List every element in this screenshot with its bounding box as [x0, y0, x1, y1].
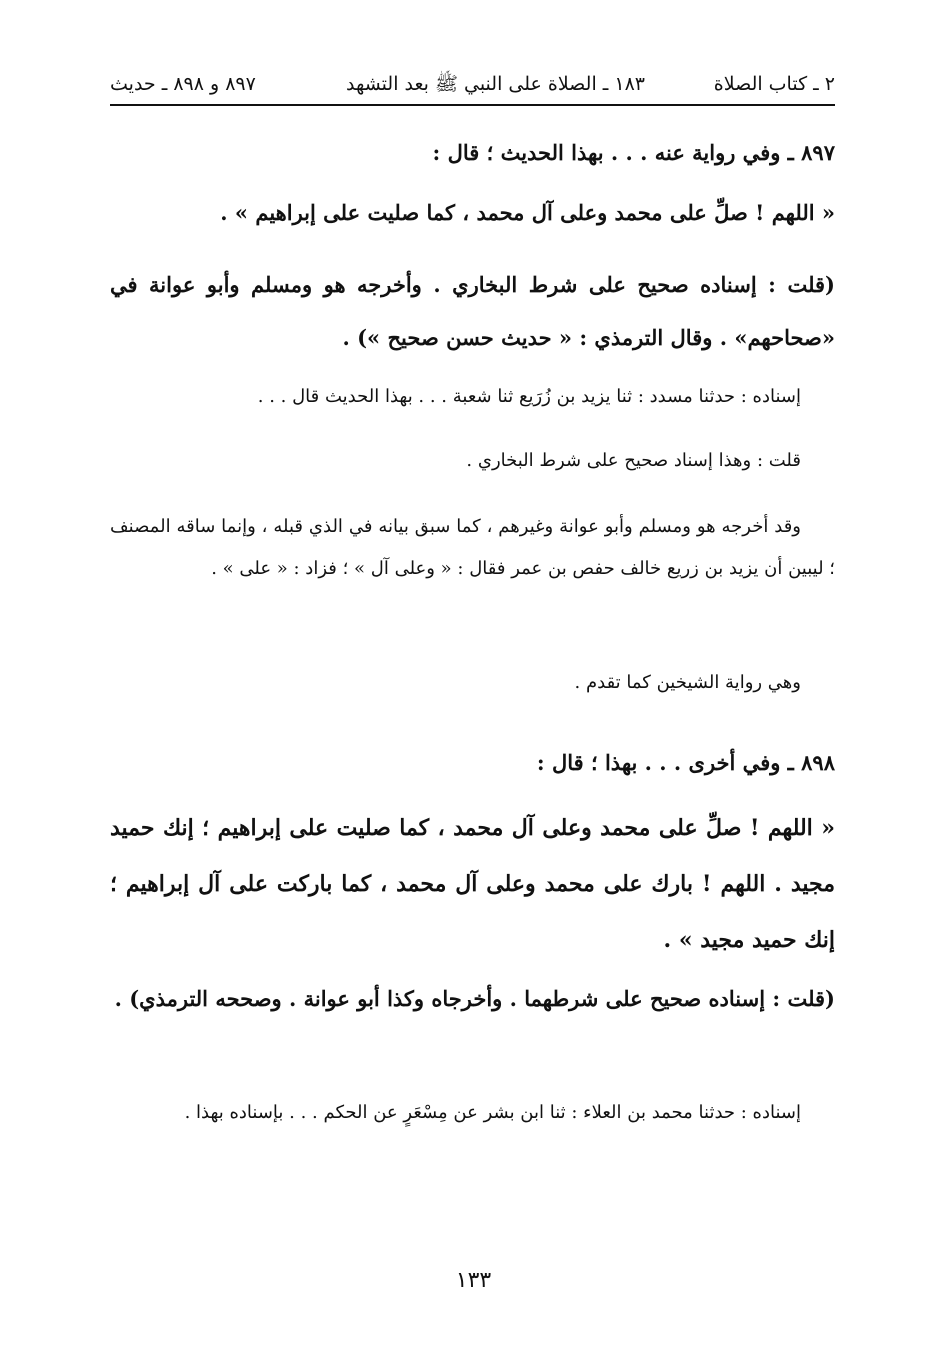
running-header: [110, 68, 835, 100]
hadith-897-note: (قلت : إسناده صحيح على شرط البخاري . وأخرجه هو ومسلم وأبو عوانة في «صحاحهم» . وقال الترمذي : « حديث حسن صحيح ») .: [110, 272, 835, 350]
page-number: ١٣٣: [455, 1268, 492, 1293]
hadith-897-comment-2: وقد أخرجه هو ومسلم وأبو عوانة وغيرهم ، كما سبق بيانه في الذي قبله ، وإنما ساقه المصنف ؛ ليبين أن يزيد بن زريع خالف حفص بن عمر فقال : « وعلى آل » ؛ فزاد : « على » .: [110, 516, 835, 579]
hadith-898-note: (قلت : إسناده صحيح على شرطهما . وأخرجاه وكذا أبو عوانة . وصححه الترمذي) .: [114, 986, 835, 1011]
hadith-897-isnad: إسناده : حدثنا مسدد : ثنا يزيد بن زُرَيع ثنا شعبة . . . بهذا الحديث قال . . .: [257, 386, 801, 407]
hadith-898-isnad: إسناده : حدثنا محمد بن العلاء : ثنا ابن بشر عن مِسْعَرٍ عن الحكم . . . بإسناده بهذا .: [184, 1102, 801, 1123]
header-chapter-title: ١٨٣ ـ الصلاة على النبي ﷺ بعد التشهد: [346, 73, 645, 95]
header-rule: [110, 104, 835, 106]
hadith-897-comment-3: وهي رواية الشيخين كما تقدم .: [574, 672, 801, 693]
hadith-897-comment-1: قلت : وهذا إسناد صحيح على شرط البخاري .: [466, 450, 801, 471]
hadith-897-text: « اللهم ! صلِّ على محمد وعلى آل محمد ، كما صليت على إبراهيم » .: [220, 200, 835, 225]
hadith-897-title: ٨٩٧ ـ وفي رواية عنه . . . بهذا الحديث ؛ قال :: [432, 140, 835, 165]
hadith-898-text: « اللهم ! صلِّ على محمد وعلى آل محمد ، كما صليت على إبراهيم ؛ إنك حميد مجيد . اللهم ! بارك على محمد وعلى آل محمد ، كما باركت على آل إبراهيم ؛ إنك حميد مجيد » .: [110, 815, 835, 953]
hadith-898-title: ٨٩٨ ـ وفي أخرى . . . بهذا ؛ قال :: [536, 750, 835, 775]
header-book-title: ٢ ـ كتاب الصلاة: [713, 73, 835, 95]
header-hadith-range: ٨٩٧ و ٨٩٨ ـ حديث: [110, 73, 256, 95]
